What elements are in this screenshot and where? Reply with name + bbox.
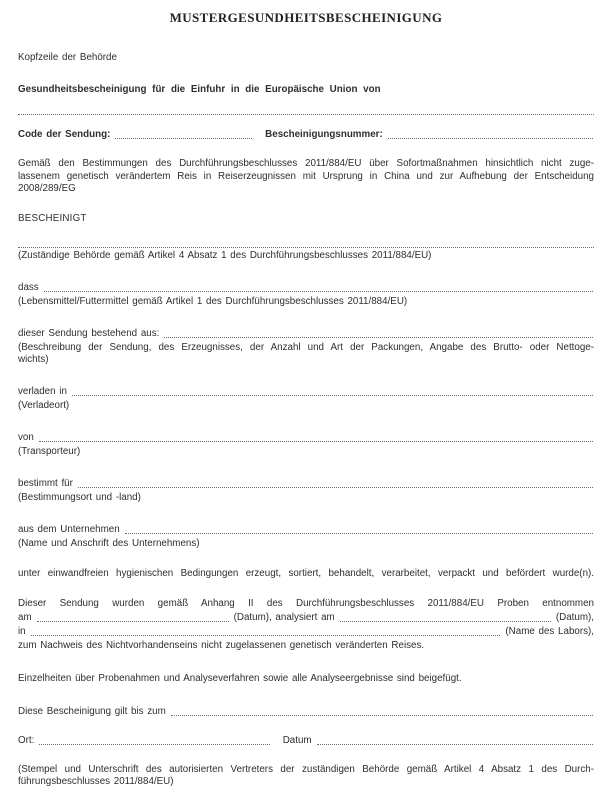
field-authority bbox=[18, 244, 594, 262]
consignment-blank bbox=[164, 337, 593, 338]
field-transporter bbox=[18, 432, 594, 458]
lab-name-blank bbox=[31, 635, 501, 636]
loading-place-label: verladen in bbox=[18, 385, 67, 397]
authority-blank-line bbox=[18, 244, 594, 248]
company-blank bbox=[125, 533, 593, 534]
transporter-caption: (Transporteur) bbox=[18, 445, 81, 457]
sampling-line1: Dieser Sendung wurden gemäß Anhang II des Durchführungsbeschlusses 2011/884/EU Proben entnommen bbox=[18, 597, 594, 609]
legal-basis-line: 2008/289/EG bbox=[18, 183, 76, 194]
foodstuff-label: dass bbox=[18, 281, 39, 293]
lab-name-caption: (Name des Labors), bbox=[505, 625, 594, 637]
foodstuff-caption: (Lebensmittel/Futtermittel gemäß Artikel 1 des Durchführungsbeschlusses 2011/884/EU) bbox=[18, 295, 408, 307]
analysis-date-blank bbox=[340, 621, 551, 622]
legal-basis-line: Gemäß den Bestimmungen des Durchführungsbeschlusses 2011/884/EU über Sofortmaßnahmen hinsichtlich nicht zuge- bbox=[18, 158, 594, 169]
destination-blank bbox=[78, 487, 593, 488]
foodstuff-blank bbox=[44, 291, 593, 292]
consignment-label: dieser Sendung bestehend aus: bbox=[18, 327, 160, 339]
field-loading-place bbox=[18, 386, 594, 412]
analysed-on-label: (Datum), analysiert am bbox=[233, 611, 335, 623]
consignment-caption bbox=[18, 342, 594, 366]
place-date-row bbox=[18, 735, 594, 747]
lab-in-label: in bbox=[18, 625, 26, 637]
sampling-line4: zum Nachweis des Nichtvorhandenseins nicht zugelassenen genetisch veränderten Reises. bbox=[18, 639, 425, 651]
certified-heading: BESCHEINIGT bbox=[18, 212, 87, 224]
company-caption: (Name und Anschrift des Unternehmens) bbox=[18, 537, 200, 549]
loading-place-caption: (Verladeort) bbox=[18, 399, 70, 411]
place-label: Ort: bbox=[18, 734, 35, 746]
analysis-date-caption: (Datum), bbox=[555, 611, 594, 623]
loading-place-row bbox=[18, 386, 594, 398]
code-and-certificate-number-row bbox=[18, 129, 594, 141]
consignment-row bbox=[18, 328, 594, 340]
field-consignment bbox=[18, 328, 594, 366]
authority-header-line: Kopfzeile der Behörde bbox=[18, 52, 117, 63]
date-blank bbox=[317, 744, 593, 745]
sampling-date-blank bbox=[37, 621, 229, 622]
field-company bbox=[18, 524, 594, 550]
validity-label: Diese Bescheinigung gilt bis zum bbox=[18, 705, 166, 717]
sampled-on-label: am bbox=[18, 611, 32, 623]
authority-caption: (Zuständige Behörde gemäß Artikel 4 Absatz 1 des Durchführungsbeschlusses 2011/884/EU) bbox=[18, 249, 432, 261]
hygiene-statement: unter einwandfreien hygienischen Bedingungen erzeugt, sortiert, behandelt, verarbeitet, verpackt und befördert wurde(n). bbox=[18, 567, 594, 579]
certificate-number-label: Bescheinigungsnummer: bbox=[265, 129, 383, 140]
transporter-row bbox=[18, 432, 594, 444]
destination-caption: (Bestimmungsort und -land) bbox=[18, 491, 141, 503]
stamp-caption-line: führungsbeschlusses 2011/884/EU) bbox=[18, 775, 174, 787]
sampling-dates-row bbox=[18, 611, 594, 625]
analysis-details-statement: Einzelheiten über Probenahmen und Analyseverfahren sowie alle Analyseergebnisse sind beigefügt. bbox=[18, 672, 462, 684]
transporter-label: von bbox=[18, 431, 34, 443]
field-destination bbox=[18, 478, 594, 504]
consignment-code-blank bbox=[115, 138, 252, 139]
validity-row bbox=[18, 706, 594, 718]
company-label: aus dem Unternehmen bbox=[18, 523, 120, 535]
legal-basis-paragraph bbox=[18, 158, 594, 196]
transporter-blank bbox=[39, 441, 593, 442]
company-row bbox=[18, 524, 594, 536]
import-subject-blank-line bbox=[18, 111, 594, 115]
certificate-number-blank bbox=[388, 138, 593, 139]
consignment-caption-line: wichts) bbox=[18, 353, 49, 365]
sampling-lab-row bbox=[18, 625, 594, 639]
field-foodstuff bbox=[18, 282, 594, 308]
consignment-code-label: Code der Sendung: bbox=[18, 129, 111, 140]
stamp-signature-caption bbox=[18, 764, 594, 788]
destination-label: bestimmt für bbox=[18, 477, 73, 489]
place-blank bbox=[39, 744, 269, 745]
date-label: Datum bbox=[282, 734, 312, 746]
legal-basis-line: lassenem genetisch verändertem Reis in Reiserzeugnissen mit Ursprung in China und zur Aufhebung der Entscheidung bbox=[18, 170, 594, 182]
destination-row bbox=[18, 478, 594, 490]
stamp-caption-line: (Stempel und Unterschrift des autorisierten Vertreters der zuständigen Behörde gemäß Artikel 4 Absatz 1 des Durch- bbox=[18, 763, 594, 775]
document-title: MUSTERGESUNDHEITSBESCHEINIGUNG bbox=[169, 10, 443, 25]
foodstuff-row bbox=[18, 282, 594, 294]
certificate-heading: Gesundheitsbescheinigung für die Einfuhr in die Europäische Union von bbox=[18, 84, 381, 95]
loading-place-blank bbox=[72, 395, 593, 396]
validity-date-blank bbox=[171, 715, 593, 716]
sampling-paragraph bbox=[18, 597, 594, 653]
consignment-caption-line: (Beschreibung der Sendung, des Erzeugnisses, der Anzahl und Art der Packungen, Angabe des Brutto- oder Nettoge- bbox=[18, 341, 594, 353]
